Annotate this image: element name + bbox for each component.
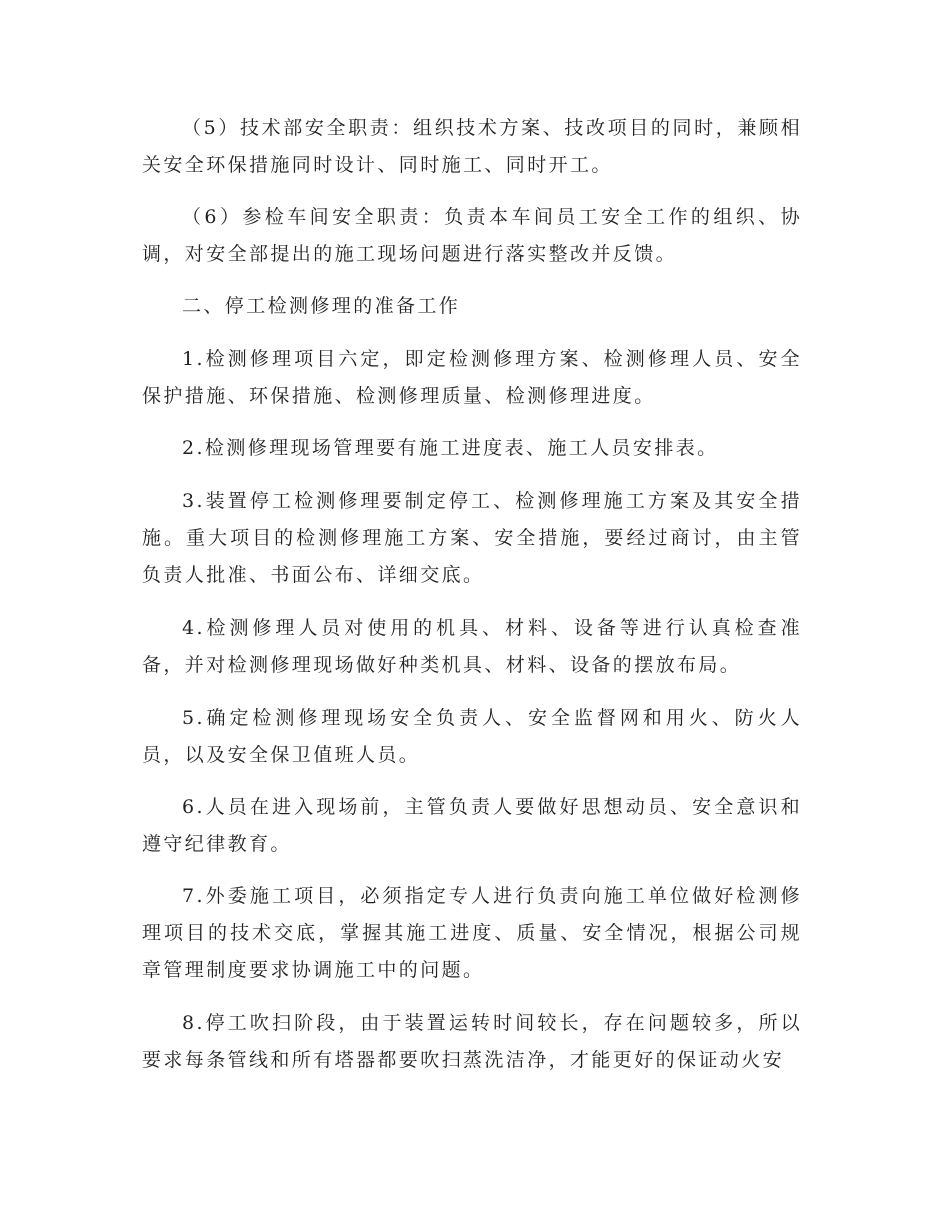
paragraph-item-7: 7.外委施工项目，必须指定专人进行负责向施工单位做好检测修理项目的技术交底，掌握其施工进度、质量、安全情况，根据公司规章管理制度要求协调施工中的问题。 xyxy=(142,885,802,981)
paragraph-item-8: 8.停工吹扫阶段，由于装置运转时间较长，存在问题较多，所以要求每条管线和所有塔器都要吹扫蒸洗洁净，才能更好的保证动火安 xyxy=(142,1012,802,1071)
paragraph-workshop-duties: （6）参检车间安全职责：负责本车间员工安全工作的组织、协调，对安全部提出的施工现场问题进行落实整改并反馈。 xyxy=(142,206,802,265)
paragraph-item-3: 3.装置停工检测修理要制定停工、检测修理施工方案及其安全措施。重大项目的检测修理施工方案、安全措施，要经过商讨，由主管负责人批准、书面公布、详细交底。 xyxy=(142,490,802,586)
section-heading-preparation: 二、停工检测修理的准备工作 xyxy=(182,295,461,317)
paragraph-item-4: 4.检测修理人员对使用的机具、材料、设备等进行认真检查准备，并对检测修理现场做好种类机具、材料、设备的摆放布局。 xyxy=(142,617,802,676)
paragraph-item-1: 1.检测修理项目六定，即定检测修理方案、检测修理人员、安全保护措施、环保措施、检测修理质量、检测修理进度。 xyxy=(142,348,802,407)
paragraph-item-5: 5.确定检测修理现场安全负责人、安全监督网和用火、防火人员，以及安全保卫值班人员。 xyxy=(142,707,802,766)
paragraph-item-6: 6.人员在进入现场前，主管负责人要做好思想动员、安全意识和遵守纪律教育。 xyxy=(142,796,802,855)
paragraph-tech-dept-duties: （5）技术部安全职责：组织技术方案、技改项目的同时，兼顾相关安全环保措施同时设计、同时施工、同时开工。 xyxy=(142,117,802,176)
paragraph-item-2: 2.检测修理现场管理要有施工进度表、施工人员安排表。 xyxy=(182,437,719,459)
